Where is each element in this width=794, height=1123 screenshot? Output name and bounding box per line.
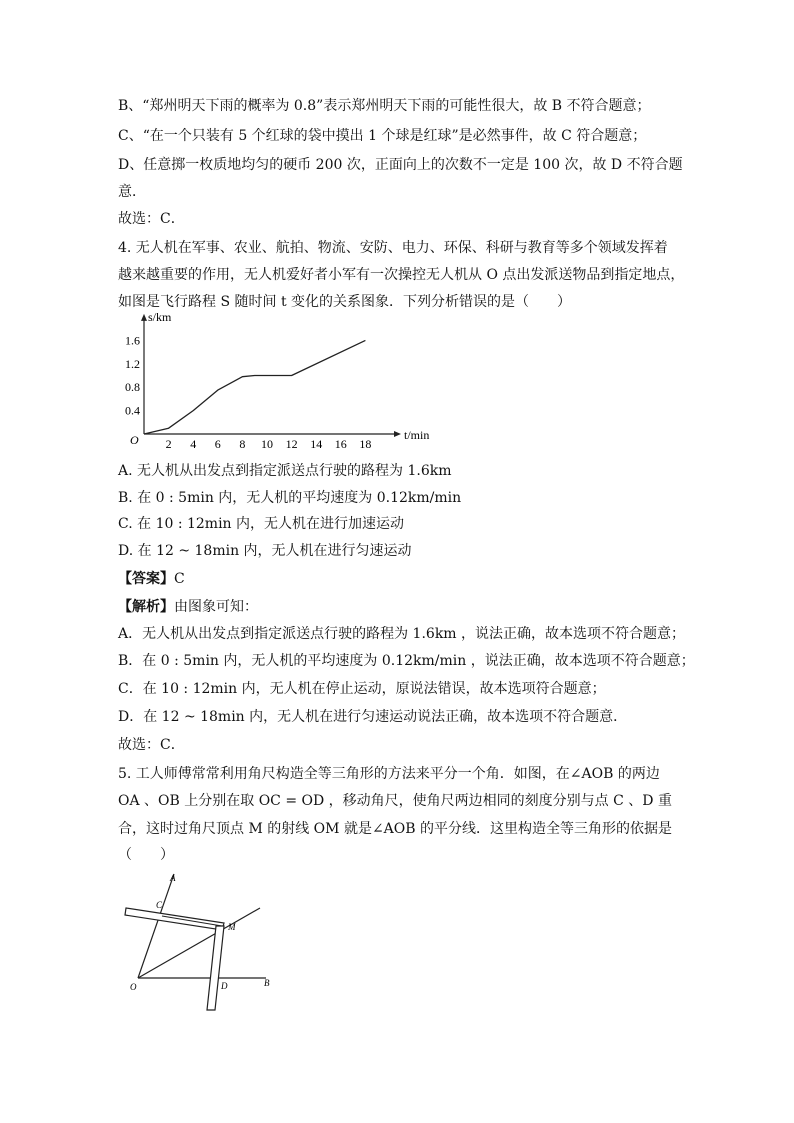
q4-stem-line1: 4. 无人机在军事、农业、航拍、物流、安防、电力、环保、科研与教育等多个领域发挥着 <box>118 240 668 256</box>
x-tick-label: 6 <box>214 437 221 451</box>
q5-stem-line3: 合，这时过角尺顶点 M 的射线 OM 就是∠AOB 的平分线．这里构造全等三角形的依据是 <box>118 821 673 837</box>
y-tick-label: 1.6 <box>125 333 140 348</box>
x-tick-label: 18 <box>359 437 372 451</box>
label-d: D <box>221 981 228 991</box>
label-m: M <box>228 922 236 932</box>
prev-option-b: B、“郑州明天下雨的概率为 0.8”表示郑州明天下雨的可能性很大，故 B 不符合题意； <box>118 98 651 114</box>
prev-choose: 故选：C． <box>118 211 185 227</box>
angle-ruler-figure <box>118 868 278 1016</box>
x-tick-label: 2 <box>165 437 172 451</box>
q4-option-d: D. 在 12 ~ 18min 内，无人机在进行匀速运动 <box>118 543 412 559</box>
x-tick-label: 12 <box>285 437 298 451</box>
prev-option-d-line2: 意． <box>118 184 146 200</box>
y-axis-arrow <box>141 314 147 321</box>
q4-option-a: A. 无人机从出发点到指定派送点行驶的路程为 1.6km <box>118 463 452 479</box>
label-b: B <box>264 978 270 988</box>
q4-analysis <box>118 597 258 617</box>
y-tick-label: 1.2 <box>125 356 140 371</box>
label-a: A <box>170 873 176 883</box>
answer-label: 【答案】 <box>118 571 174 587</box>
q4-analysis-d: D．在 12 ~ 18min 内，无人机在进行匀速运动说法正确，故本选项不符合题意． <box>118 709 628 725</box>
answer-value: C <box>174 571 185 587</box>
y-tick-label: 0.4 <box>125 403 140 418</box>
q4-option-c: C. 在 10 : 12min 内，无人机在进行加速运动 <box>118 516 405 532</box>
x-tick-label: 4 <box>190 437 197 451</box>
ray-oa <box>138 874 174 978</box>
label-o: O <box>130 982 137 992</box>
q4-option-b: B. 在 0 : 5min 内，无人机的平均速度为 0.12km/min <box>118 490 462 506</box>
x-tick-label: 16 <box>334 437 347 451</box>
y-tick-label: 0.8 <box>125 380 140 395</box>
x-tick-label: 14 <box>310 437 323 451</box>
x-tick-label: 8 <box>239 437 246 451</box>
y-axis-title: s/km <box>148 309 172 324</box>
prev-option-c: C、“在一个只装有 5 个红球的袋中摸出 1 个球是红球”是必然事件，故 C 符合题意； <box>118 128 647 144</box>
analysis-intro: 由图象可知： <box>174 599 258 615</box>
x-axis-title: t/min <box>404 428 430 442</box>
origin-label: O <box>130 433 139 447</box>
ruler-arm-upper <box>125 908 224 930</box>
q5-stem-line1: 5. 工人师傅常常利用角尺构造全等三角形的方法来平分一个角．如图，在∠AOB 的两边 <box>118 766 660 782</box>
analysis-label: 【解析】 <box>118 599 174 615</box>
distance-line <box>144 340 365 434</box>
ruler-arm-lower <box>207 926 224 1010</box>
label-c: C <box>156 900 163 910</box>
prev-option-d-line1: D、任意掷一枚质地均匀的硬币 200 次，正面向上的次数不一定是 100 次，故 D 不符合题 <box>118 157 683 173</box>
distance-time-chart <box>116 309 430 452</box>
x-axis-arrow <box>394 431 401 437</box>
q4-answer <box>118 569 185 589</box>
q4-stem-line3: 如图是飞行路程 S 随时间 t 变化的关系图象．下列分析错误的是（ ） <box>118 294 572 310</box>
q4-analysis-c: C．在 10 : 12min 内，无人机在停止运动，原说法错误，故本选项符合题意； <box>118 681 606 697</box>
q4-analysis-a: A．无人机从出发点到指定派送点行驶的路程为 1.6km ，说法正确，故本选项不符合题意； <box>118 626 686 642</box>
q4-analysis-b: B．在 0 : 5min 内，无人机的平均速度为 0.12km/min ，说法正确，故本选项不符合题意； <box>118 653 695 669</box>
q4-stem-line2: 越来越重要的作用，无人机爱好者小军有一次操控无人机从 O 点出发派送物品到指定地点， <box>118 267 685 283</box>
q5-stem-line4: （ ） <box>118 847 174 863</box>
q5-stem-line2: OA 、OB 上分别在取 OC = OD ，移动角尺，使角尺两边相同的刻度分别与点 C 、D 重 <box>118 793 672 809</box>
q4-choose: 故选：C． <box>118 737 185 753</box>
x-tick-label: 10 <box>261 437 273 451</box>
